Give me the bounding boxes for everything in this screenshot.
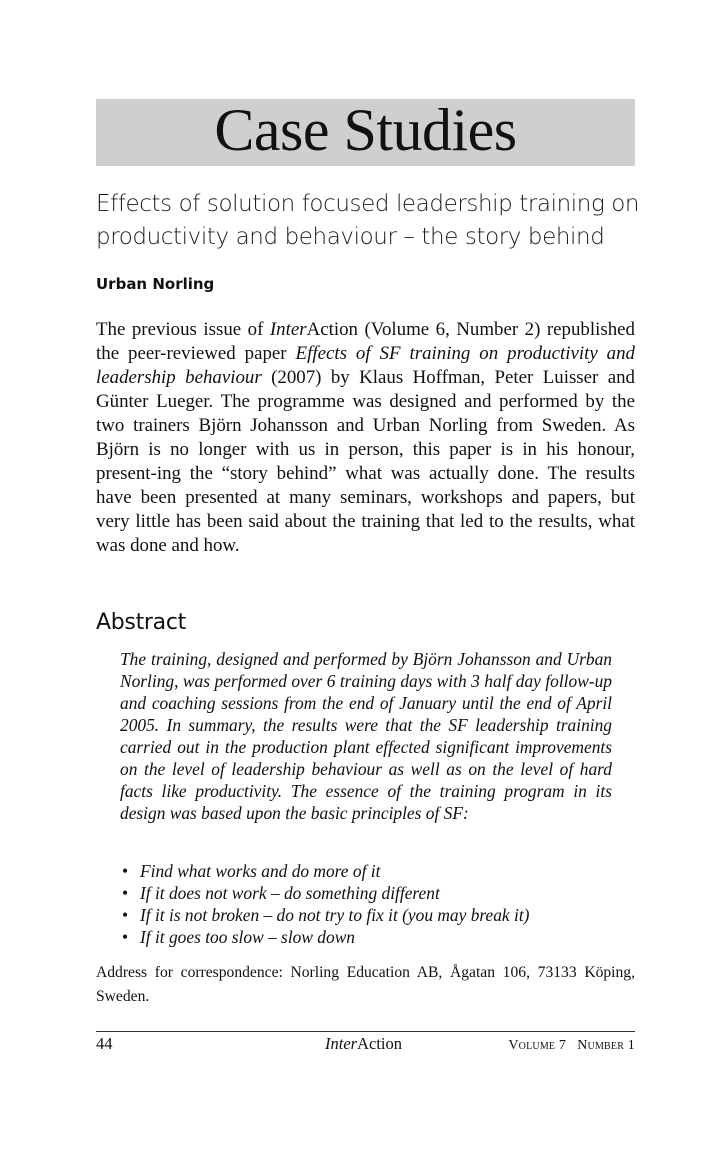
article-title-line-2: productivity and behaviour – the story behind [96,224,605,250]
section-title: Case Studies [214,97,517,163]
footer-journal-action: Action [357,1034,402,1053]
bullet-icon: • [122,905,129,925]
page-number: 44 [96,1034,113,1053]
bullet-icon: • [122,861,129,881]
correspondence-address: Address for correspondence: Norling Education AB, Ågatan 106, 73133 Köping, Sweden. [96,964,635,1005]
footer-issue: Volume 7 Number 1 [508,1038,635,1053]
bullet-icon: • [122,927,129,947]
principles-list [120,860,620,948]
list-item [120,926,620,948]
list-item-text: Find what works and do more of it [140,861,381,881]
article-author: Urban Norling [96,275,215,293]
list-item [120,904,620,926]
abstract-text: The training, designed and performed by Björn Johansson and Urban Norling, was performed over 6 training days with 3 half day follow-up and coaching sessions from the end of January until the end of April 2005. In summary, the results were that the SF leadership training carried out in the production plant effected significant improvements on the level of leadership behaviour as well as on the level of hard facts like productivity. The essence of the training program in its design was based upon the basic principles of SF: [120,649,612,823]
footer-divider [96,1031,635,1032]
footer-journal-name [325,1034,402,1054]
list-item-text: If it is not broken – do not try to fix it (you may break it) [140,905,530,925]
bullet-icon: • [122,883,129,903]
list-item-text: If it goes too slow – slow down [140,927,355,947]
list-item [120,860,620,882]
intro-text-3: (2007) by Klaus Hoffman, Peter Luisser and Günter Lueger. The programme was designed and performed by the two trainers Björn Johansson and Urban Norling from Sweden. As Björn is no longer with us in person, this paper is in his honour, present-ing the “story behind” what was actually done. The results have been presented at many seminars, workshops and papers, but very little has been said about the training that led to the results, what was done and how. [96,367,635,556]
list-item [120,882,620,904]
cited-paper-title: Effects of SF training on productivity and leadership behaviour [96,343,635,388]
intro-text-2: Action (Volume 6, Number 2) republished the peer-reviewed paper [96,319,635,364]
article-title [96,188,656,254]
list-item-text: If it does not work – do something different [140,883,440,903]
abstract-heading: Abstract [96,610,186,635]
article-title-line-1: Effects of solution focused leadership training on [96,191,640,217]
section-banner [96,99,635,166]
intro-paragraph [96,318,635,558]
journal-name-inter: Inter [269,319,307,340]
intro-text-1: The previous issue of [96,319,270,340]
footer-journal-inter: Inter [325,1034,358,1053]
